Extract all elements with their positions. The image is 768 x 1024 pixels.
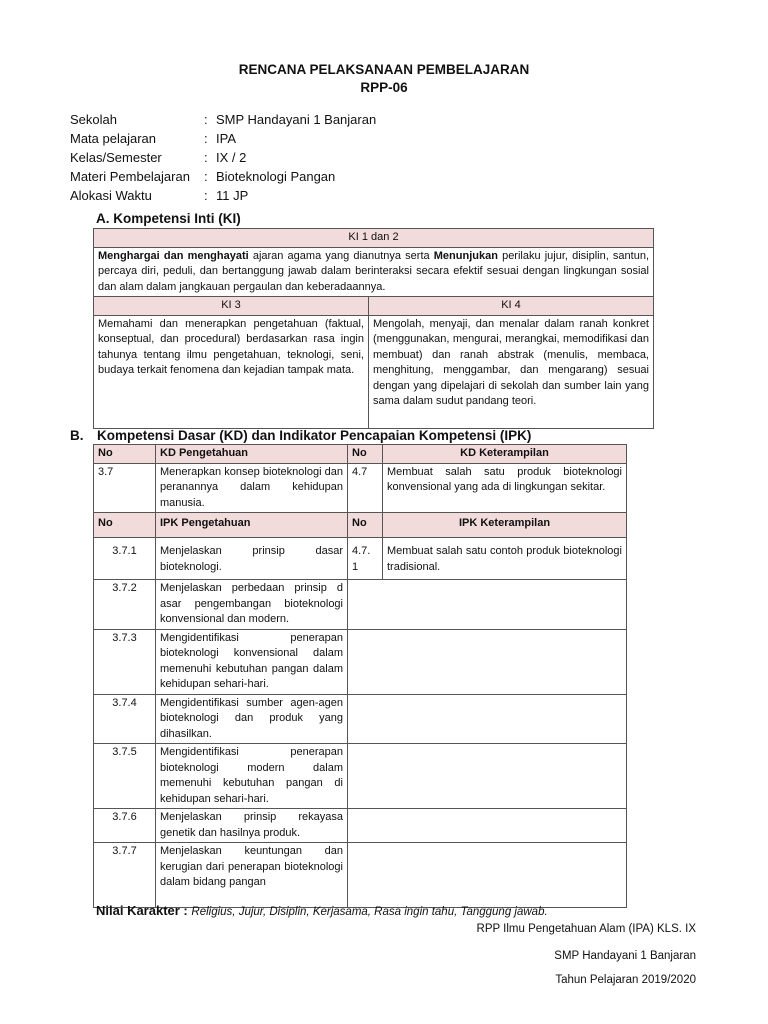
document-subtitle: RPP-06 [360, 80, 408, 95]
ipk-p-no: 3.7.7 [94, 843, 156, 908]
header-kd-pengetahuan: KD Pengetahuan [156, 445, 348, 464]
info-label: Alokasi Waktu [70, 188, 152, 203]
ipk-p-no: 3.7.2 [94, 580, 156, 630]
header-ipk-pengetahuan: IPK Pengetahuan [156, 513, 348, 538]
info-label: Sekolah [70, 112, 117, 127]
section-a-heading: A. Kompetensi Inti (KI) [96, 211, 241, 226]
ipk-k-empty-cell [348, 744, 627, 809]
ki12-bold-2: Menunjukan [433, 249, 498, 262]
ipk-p-text: Mengidentifikasi penerapan bioteknologi konvensional dalam memenuhi kebutuhan pangan dalam kehidupan sehari-hari. [156, 629, 348, 694]
info-colon: : [204, 131, 208, 146]
ki3-header: KI 3 [94, 297, 369, 316]
section-b-heading: Kompetensi Dasar (KD) dan Indikator Pencapaian Kompetensi (IPK) [97, 428, 532, 443]
footer-subject: RPP Ilmu Pengetahuan Alam (IPA) KLS. IX [476, 923, 696, 935]
ki12-text-2: perilaku jujur, disiplin, santun, percaya diri, peduli, dan bertanggung jawab dalam berinteraksi secara efektif sesuai dengan lingkungan sosial dan alam dalam jangkauan pergaulan dan keberadaannya. [98, 249, 650, 293]
info-row-subject [70, 129, 376, 148]
info-value: IPA [216, 131, 236, 146]
header-no: No [94, 445, 156, 464]
identity-block [70, 110, 376, 205]
ki12-bold-1: Menghargai dan menghayati [98, 249, 249, 262]
header-no: No [348, 513, 383, 538]
header-no: No [94, 513, 156, 538]
ipk-p-text: Mengidentifikasi penerapan bioteknologi modern dalam memenuhi kebutuhan pangan di kehidupan sehari-hari. [156, 744, 348, 809]
ipk-p-text: Menjelaskan keuntungan dan kerugian dari penerapan bioteknologi dalam bidang pangan [156, 843, 348, 908]
info-colon: : [204, 112, 208, 127]
ipk-k-empty-cell [348, 809, 627, 843]
ki12-text [94, 247, 654, 297]
nilai-karakter-text: Religius, Jujur, Disiplin, Kerjasama, Rasa ingin tahu, Tanggung jawab. [191, 906, 548, 918]
nilai-karakter [96, 903, 548, 918]
ipk-p-text: Menjelaskan prinsip dasar bioteknologi. [156, 538, 348, 580]
kd-k-text: Membuat salah satu produk bioteknologi konvensional yang ada di lingkungan sekitar. [383, 463, 627, 513]
header-kd-keterampilan: KD Keterampilan [383, 445, 627, 464]
ipk-p-no: 3.7.1 [94, 538, 156, 580]
ipk-k-empty-cell [348, 580, 627, 630]
info-value: IX / 2 [216, 150, 247, 165]
ki12-text-1: ajaran agama yang dianutnya serta [248, 249, 434, 262]
ipk-k-no: 4.7. 1 [348, 538, 383, 580]
info-value: 11 JP [216, 188, 249, 203]
kd-p-no: 3.7 [94, 463, 156, 513]
nilai-karakter-label: Nilai Karakter : [96, 903, 188, 918]
ipk-p-text: Menjelaskan prinsip rekayasa genetik dan hasilnya produk. [156, 809, 348, 843]
ipk-k-empty-cell [348, 629, 627, 694]
ipk-p-no: 3.7.4 [94, 694, 156, 744]
info-row-school [70, 110, 376, 129]
info-colon: : [204, 188, 208, 203]
ki-table [93, 228, 654, 429]
info-label: Kelas/Semester [70, 150, 162, 165]
ki4-text: Mengolah, menyaji, dan menalar dalam ranah konkret (menggunakan, mengurai, merangkai, memodifikasi dan membuat) dan ranah abstrak (menulis, membaca, menghitung, menggambar, dan mengarang) sesuai dengan yang dipelajari di sekolah dan sumber lain yang sama dalam sudut pandang teori. [369, 315, 654, 428]
info-colon: : [204, 169, 208, 184]
ipk-p-no: 3.7.6 [94, 809, 156, 843]
info-value: Bioteknologi Pangan [216, 169, 336, 184]
ipk-p-no: 3.7.3 [94, 629, 156, 694]
footer-school: SMP Handayani 1 Banjaran [554, 950, 696, 962]
info-row-class [70, 148, 376, 167]
ipk-p-no: 3.7.5 [94, 744, 156, 809]
info-colon: : [204, 150, 208, 165]
ki3-text: Memahami dan menerapkan pengetahuan (faktual, konseptual, dan procedural) berdasarkan rasa ingin tahunya tentang ilmu pengetahuan, teknologi, seni, budaya terkait fenomena dan kejadian tampak mata. [94, 315, 369, 428]
ipk-k-empty-cell [348, 694, 627, 744]
info-row-time [70, 186, 376, 205]
info-value: SMP Handayani 1 Banjaran [216, 112, 377, 127]
ipk-p-text: Mengidentifikasi sumber agen-agen bioteknologi dan produk yang dihasilkan. [156, 694, 348, 744]
info-row-material [70, 167, 376, 186]
ki12-header: KI 1 dan 2 [94, 229, 654, 248]
kd-k-no: 4.7 [348, 463, 383, 513]
ipk-p-text: Menjelaskan perbedaan prinsip d asar pengembangan bioteknologi konvensional dan modern. [156, 580, 348, 630]
kd-ipk-table [93, 444, 627, 908]
ki4-header: KI 4 [369, 297, 654, 316]
section-b-letter: B. [70, 428, 84, 443]
kd-p-text: Menerapkan konsep bioteknologi dan peranannya dalam kehidupan manusia. [156, 463, 348, 513]
document-title: RENCANA PELAKSANAAN PEMBELAJARAN [238, 62, 530, 77]
footer-year: Tahun Pelajaran 2019/2020 [555, 974, 696, 986]
header-no: No [348, 445, 383, 464]
ipk-k-text: Membuat salah satu contoh produk bioteknologi tradisional. [383, 538, 627, 580]
info-label: Mata pelajaran [70, 131, 156, 146]
ipk-k-empty-cell [348, 843, 627, 908]
info-label: Materi Pembelajaran [70, 169, 190, 184]
header-ipk-keterampilan: IPK Keterampilan [383, 513, 627, 538]
